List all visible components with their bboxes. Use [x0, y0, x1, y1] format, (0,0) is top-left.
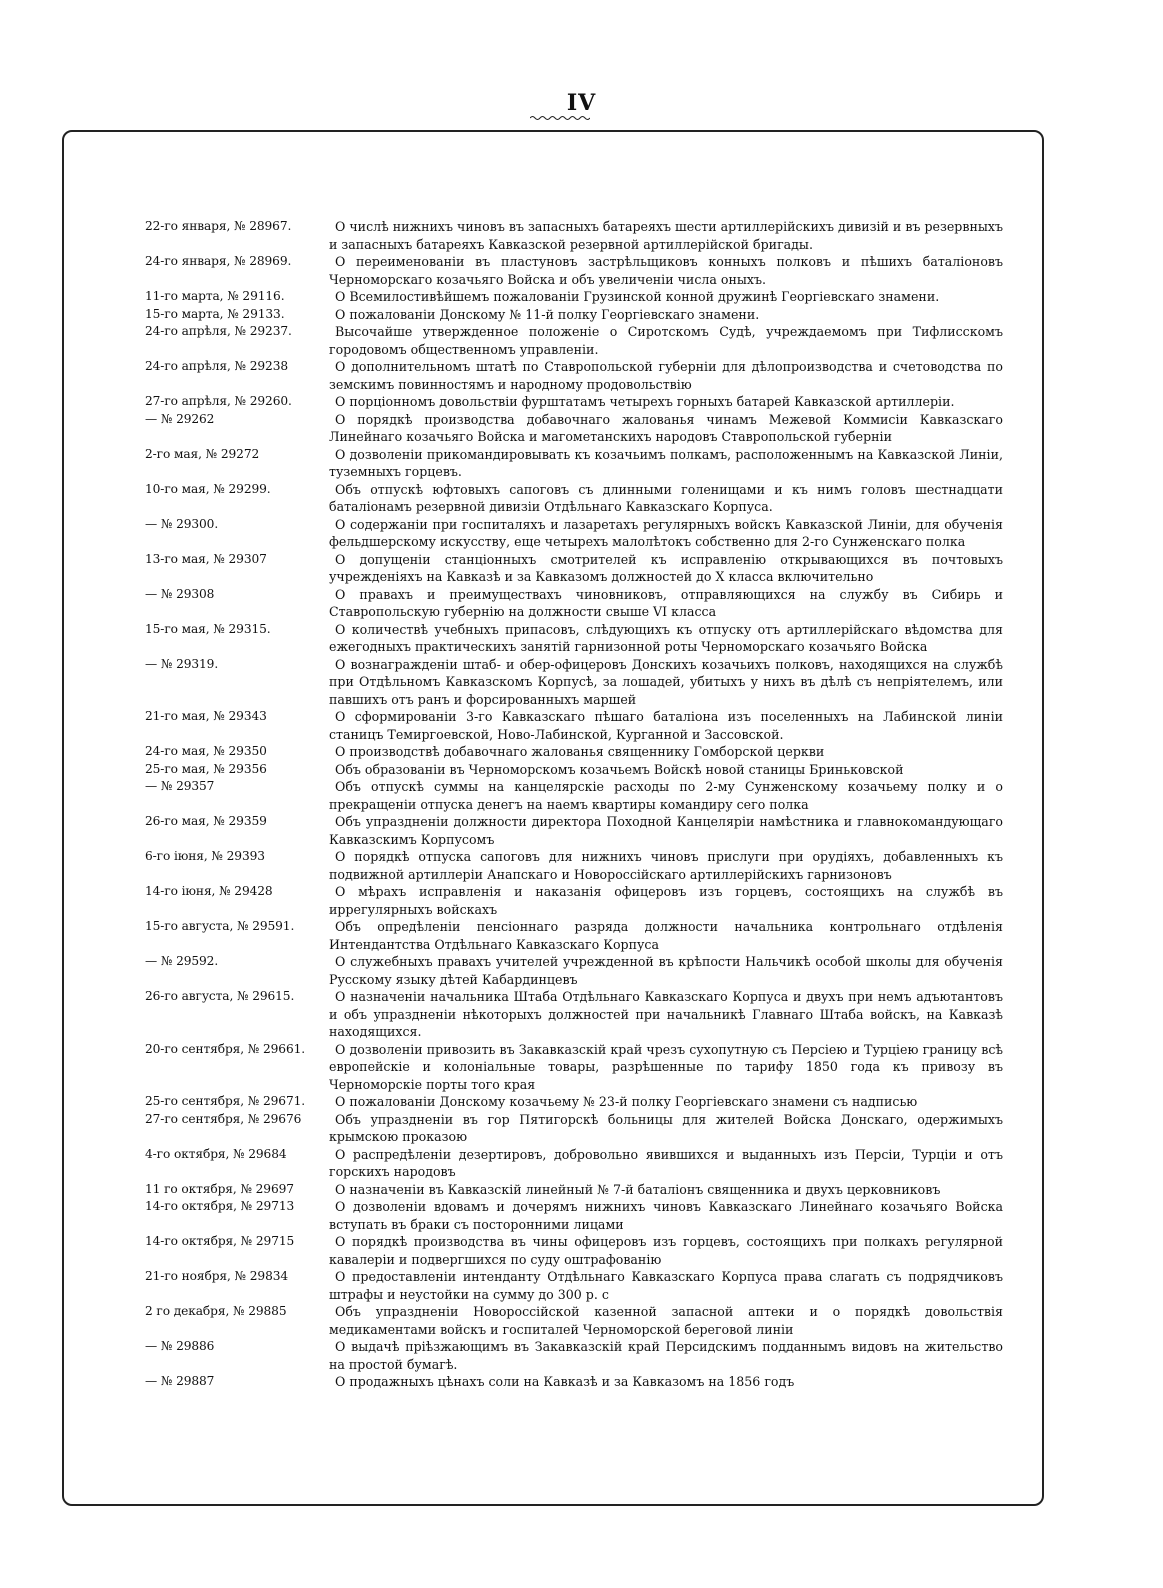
entry-date: 14-го іюня, № 29428: [145, 884, 273, 898]
entry-row: [145, 1233, 1003, 1268]
entry-date: 25-го сентября, № 29671.: [145, 1094, 306, 1108]
entry-text: О дозволеніи вдовамъ и дочерямъ нижнихъ чиновъ Кавказскаго Линейнаго козачьяго Войска вступать въ браки съ посторонними лицами: [329, 1199, 1003, 1232]
entry-date: — № 29262: [145, 411, 215, 426]
entry-row: [145, 1146, 1003, 1181]
entry-text: О дозволеніи прикомандировывать къ козачьимъ полкамъ, расположеннымъ на Кавказской Линіи, туземныхъ горцевъ.: [329, 446, 1003, 479]
entry-text: О предоставленіи интенданту Отдѣльнаго Кавказскаго Корпуса права слагать съ подрядчиковъ штрафы и неустойки на сумму до 300 р. с: [329, 1269, 1003, 1302]
entry-row: [145, 253, 1003, 288]
entry-row: [145, 708, 1003, 743]
entry-date: 11 го октября, № 29697: [145, 1181, 294, 1196]
entry-date: 2-го мая, № 29272: [145, 446, 260, 461]
entry-date: 2 го декабря, № 29885: [145, 1304, 287, 1318]
entry-row: [145, 358, 1003, 393]
entry-text: О производствѣ добавочнаго жалованья священнику Гомборской церкви: [335, 744, 825, 759]
entry-date: — № 29300.: [145, 516, 219, 531]
entry-text: О продажныхъ цѣнахъ соли на Кавказѣ и за Кавказомъ на 1856 годъ: [335, 1374, 795, 1389]
entry-row: [145, 1338, 1003, 1373]
entry-date: 26-го августа, № 29615.: [145, 989, 295, 1003]
entry-row: [145, 481, 1003, 516]
entry-text: О пожалованіи Донскому № 11-й полку Георгіевскаго знамени.: [335, 306, 760, 322]
entry-text: О числѣ нижнихъ чиновъ въ запасныхъ батареяхъ шести артиллерійскихъ дивизій и въ резервныхъ и запасныхъ батареяхъ Кавказской резервной артиллерійской бригады.: [329, 219, 1003, 252]
entry-text: Объ образованіи въ Черноморскомъ козачьемъ Войскѣ новой станицы Бриньковской: [335, 761, 904, 777]
entry-row: [145, 953, 1003, 988]
entry-row: [145, 813, 1003, 848]
entry-row: [145, 411, 1003, 446]
entry-date: 22-го января, № 28967.: [145, 219, 292, 233]
entry-row: [145, 883, 1003, 918]
entry-text: О вознагражденіи штаб- и обер-офицеровъ Донскихъ козачьихъ полковъ, находящихся на службѣ при Отдѣльномъ Кавказскомъ Корпусѣ, за лошадей, убитыхъ у нихъ въ дѣлѣ съ непріятелемъ, или павшихъ отъ ранъ и форсированныхъ маршей: [329, 656, 1003, 707]
entry-date: 10-го мая, № 29299.: [145, 481, 271, 496]
entry-row: [145, 551, 1003, 586]
entry-text: Высочайше утвержденное положеніе о Сиротскомъ Судѣ, учреждаемомъ при Тифлисскомъ городовомъ общественномъ управленіи.: [329, 324, 1003, 357]
entry-text: О назначеніи въ Кавказскій линейный № 7-й баталіонъ священника и двухъ церковниковъ: [335, 1181, 941, 1197]
entry-text: О содержаніи при госпиталяхъ и лазаретахъ регулярныхъ войскъ Кавказской Линіи, для обученія фельдшерскому искусству, еще четырехъ малолѣтокъ собственно для 2-го Сунженскаго полка: [329, 516, 1003, 549]
entry-row: [145, 1268, 1003, 1303]
entry-row: [145, 1198, 1003, 1233]
entry-row: [145, 1181, 1003, 1199]
entry-row: [145, 218, 1003, 253]
entry-row: [145, 988, 1003, 1041]
entries-list: [145, 218, 1003, 1391]
entry-date: 21-го ноября, № 29834: [145, 1269, 289, 1283]
entry-text: О дозволеніи привозить въ Закавказскій край чрезъ сухопутную съ Персіею и Турціею границу всѣ европейскіе и колоніальные товары, разрѣшенные по тарифу 1850 года къ привозу въ Черноморскіе порты того края: [329, 1041, 1003, 1092]
entry-date: 21-го мая, № 29343: [145, 709, 267, 723]
entry-date: 26-го мая, № 29359: [145, 814, 267, 828]
entry-row: [145, 1093, 1003, 1111]
entry-date: 4-го октября, № 29684: [145, 1146, 287, 1161]
entry-text: О порціонномъ довольствіи фурштатамъ четырехъ горныхъ батарей Кавказской артиллеріи.: [335, 394, 955, 409]
entry-date: 24-го мая, № 29350: [145, 744, 267, 758]
entry-row: [145, 323, 1003, 358]
entry-date: — № 29592.: [145, 954, 219, 968]
entry-text: О порядкѣ производства въ чины офицеровъ изъ горцевъ, состоящихъ при полкахъ регулярной кавалеріи и подвергшихся по суду оштрафованію: [329, 1234, 1003, 1267]
entry-text: О переименованіи въ пластуновъ застрѣльщиковъ конныхъ полковъ и пѣшихъ баталіоновъ Черноморскаго козачьяго Войска и объ увеличеніи числа оныхъ.: [329, 254, 1003, 287]
entry-row: [145, 761, 1003, 779]
entry-date: 24-го апрѣля, № 29238: [145, 359, 289, 373]
entry-row: [145, 656, 1003, 709]
entry-text: О пожалованіи Донскому козачьему № 23-й полку Георгіевскаго знамени съ надписью: [335, 1094, 918, 1109]
entry-text: Объ упраздненіи должности директора Походной Канцеляріи намѣстника и главнокомандующаго Кавказскимъ Корпусомъ: [329, 814, 1003, 847]
entry-date: — № 29308: [145, 586, 215, 601]
entry-text: О Всемилостивѣйшемъ пожалованіи Грузинской конной дружинѣ Георгіевскаго знамени.: [335, 289, 940, 304]
entry-date: 15-го августа, № 29591.: [145, 919, 295, 933]
entry-date: 6-го іюня, № 29393: [145, 849, 265, 863]
entry-date: 15-го марта, № 29133.: [145, 306, 285, 321]
entry-row: [145, 1111, 1003, 1146]
entry-date: 27-го апрѣля, № 29260.: [145, 394, 292, 408]
entry-text: О сформированіи 3-го Кавказскаго пѣшаго баталіона изъ поселенныхъ на Лабинской линіи станицъ Темиргоевской, Ново-Лабинской, Курганной и Зассовской.: [329, 709, 1003, 742]
entry-date: 13-го мая, № 29307: [145, 551, 267, 566]
entry-date: 27-го сентября, № 29676: [145, 1111, 302, 1126]
page-number: IV: [566, 90, 597, 116]
entry-date: 20-го сентября, № 29661.: [145, 1041, 306, 1056]
entry-date: — № 29319.: [145, 656, 219, 671]
entry-date: — № 29357: [145, 779, 215, 793]
entry-row: [145, 393, 1003, 411]
entry-row: [145, 306, 1003, 324]
entry-text: О распредѣленіи дезертировъ, добровольно явившихся и выданныхъ изъ Персіи, Турціи и отъ горскихъ народовъ: [329, 1146, 1003, 1179]
entry-row: [145, 516, 1003, 551]
entry-text: О допущеніи станціонныхъ смотрителей къ исправленію открывающихся въ почтовыхъ учрежденіяхъ на Кавказѣ и за Кавказомъ должностей до X класса включительно: [329, 551, 1003, 584]
entry-text: Объ отпускѣ суммы на канцелярскіе расходы по 2-му Сунженскому козачьему полку и о прекращеніи отпуска денегъ на наемъ квартиры командиру сего полка: [329, 779, 1003, 812]
entry-text: О служебныхъ правахъ учителей учрежденной въ крѣпости Нальчикѣ особой школы для обученія Русскому языку дѣтей Кабардинцевъ: [329, 954, 1003, 987]
entry-row: [145, 1303, 1003, 1338]
entry-row: [145, 1373, 1003, 1391]
entry-text: О выдачѣ пріѣзжающимъ въ Закавказскій край Персидскимъ подданнымъ видовъ на жительство на простой бумагѣ.: [329, 1339, 1003, 1372]
entry-row: [145, 743, 1003, 761]
entry-row: [145, 586, 1003, 621]
entry-date: 25-го мая, № 29356: [145, 761, 267, 776]
entry-row: [145, 848, 1003, 883]
entry-row: [145, 621, 1003, 656]
entry-text: О дополнительномъ штатѣ по Ставропольской губерніи для дѣлопроизводства и счетоводства по земскимъ повинностямъ и народному продовольствію: [329, 359, 1003, 392]
entry-row: [145, 446, 1003, 481]
entry-text: О порядкѣ отпуска сапоговъ для нижнихъ чиновъ прислуги при орудіяхъ, добавленныхъ къ подвижной артиллеріи Анапскаго и Новороссійскаго артиллерійскихъ гарнизоновъ: [329, 849, 1003, 882]
entry-row: [145, 288, 1003, 306]
entry-text: Объ опредѣленіи пенсіоннаго разряда должности начальника контрольнаго отдѣленія Интендантства Отдѣльнаго Кавказскаго Корпуса: [329, 919, 1003, 952]
entry-text: О порядкѣ производства добавочнаго жалованья чинамъ Межевой Коммисіи Кавказскаго Линейнаго козачьяго Войска и магометанскихъ народовъ Ставропольской губерніи: [329, 411, 1003, 444]
entry-row: [145, 918, 1003, 953]
entry-text: О мѣрахъ исправленія и наказанія офицеровъ изъ горцевъ, состоящихъ на службѣ въ иррегулярныхъ войскахъ: [329, 884, 1003, 917]
entry-text: О количествѣ учебныхъ припасовъ, слѣдующихъ къ отпуску отъ артиллерійскаго вѣдомства для ежегодныхъ практическихъ занятій гарнизонной роты Черноморскаго козачьяго Войска: [329, 621, 1003, 654]
entry-date: 15-го мая, № 29315.: [145, 621, 271, 636]
entry-text: О назначеніи начальника Штаба Отдѣльнаго Кавказскаго Корпуса и двухъ при немъ адъютантовъ и объ упраздненіи нѣкоторыхъ должностей при начальникѣ Главнаго Штаба войскъ, на Кавказѣ находящихся.: [329, 989, 1003, 1039]
entry-row: [145, 778, 1003, 813]
entry-date: — № 29886: [145, 1339, 215, 1353]
entry-text: О правахъ и преимуществахъ чиновниковъ, отправляющихся на службу въ Сибирь и Ставропольскую губернію на должности свыше VI класса: [329, 586, 1003, 619]
entry-date: 11-го марта, № 29116.: [145, 289, 285, 303]
entry-text: Объ упраздненіи Новороссійской казенной запасной аптеки и о порядкѣ довольствія медикаментами войскъ и госпиталей Черноморской береговой линіи: [329, 1304, 1003, 1337]
entry-date: 14-го октября, № 29713: [145, 1199, 295, 1213]
entry-text: Объ упраздненіи въ гор Пятигорскѣ больницы для жителей Войска Донскаго, одержимыхъ крымскою проказою: [329, 1111, 1003, 1144]
entry-date: 14-го октября, № 29715: [145, 1234, 295, 1248]
entry-text: Объ отпускѣ юфтовыхъ сапоговъ съ длинными голенищами и къ нимъ головъ шестнадцати баталіонамъ резервной дивизіи Отдѣльнаго Кавказскаго Корпуса.: [329, 481, 1003, 514]
ornamental-wave-divider: [530, 114, 590, 122]
entry-date: 24-го апрѣля, № 29237.: [145, 324, 292, 338]
entry-date: — № 29887: [145, 1374, 215, 1388]
entry-row: [145, 1041, 1003, 1094]
entry-date: 24-го января, № 28969.: [145, 254, 292, 268]
